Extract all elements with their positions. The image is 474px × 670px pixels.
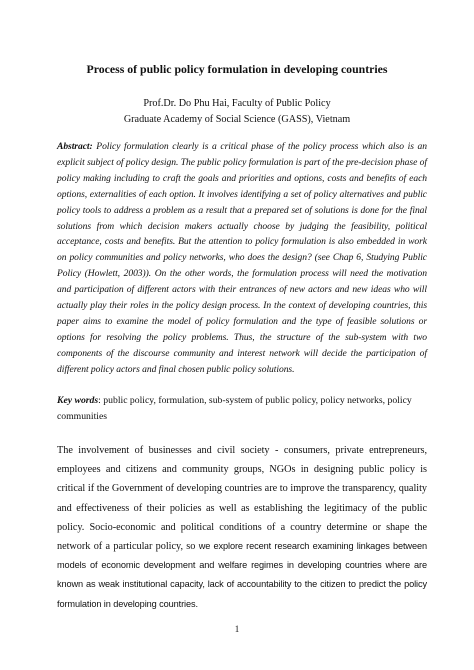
- keywords-label: Key words: [57, 395, 99, 406]
- paper-title: Process of public policy formulation in developing countries: [86, 62, 388, 76]
- author-affiliation: Prof.Dr. Do Phu Hai, Faculty of Public Policy: [143, 98, 331, 109]
- body-paragraph: [57, 441, 427, 614]
- body-text-emphasis: we explore recent research examining linkages between models of economic development and welfare regimes in developing countries where are known as weak institutional capacity, lack of accountability to the citizen to predict the policy formulation in developing countries.: [57, 541, 427, 609]
- page-number: 1: [234, 624, 240, 634]
- keywords-paragraph: [57, 393, 427, 425]
- body-text: The involvement of businesses and civil society - consumers, private entrepreneurs, employees and citizens and community groups, NGOs in designing public policy is critical if the Government of developing countries are to improve the transparency, quality and effectiveness of their policies as well as establishing the legitimacy of the public policy. Socio-economic and political conditions of a country determine or shape the network of a particular policy, so: [57, 445, 427, 553]
- keywords-text: : public policy, formulation, sub-system of public policy, policy networks, policy communities: [57, 395, 412, 422]
- abstract-paragraph: [57, 139, 427, 378]
- abstract-text: Policy formulation clearly is a critical phase of the policy process which also is an explicit subject of policy design. The public policy formulation is part of the pre-decision phase of policy making including to craft the goals and priorities and options, costs and benefits of each options, externalities of each option. It involves identifying a set of policy alternatives and public policy tools to address a problem as a result that a prepared set of solutions is done for the final solutions from which decision makers actually choose by judging the feasibility, political acceptance, costs and benefits. But the attention to policy formulation is also embedded in work on policy communities and policy networks, who does the design? (see Chap 6, Studying Public Policy (Howlett, 2003)). On the other words, the formulation process will need the motivation and participation of different actors with their entrances of new actors and new ideas who will actually play their roles in the policy design process. In the context of developing countries, this paper aims to examine the model of policy formulation and the type of feasible solutions or options for resolving the policy problems. Thus, the structure of the sub-system with two components of the discourse community and interest network will decide the participation of different policy actors and final chosen public policy solutions.: [57, 141, 427, 375]
- abstract-label: Abstract:: [57, 141, 93, 152]
- author-institution: Graduate Academy of Social Science (GASS), Vietnam: [123, 114, 351, 125]
